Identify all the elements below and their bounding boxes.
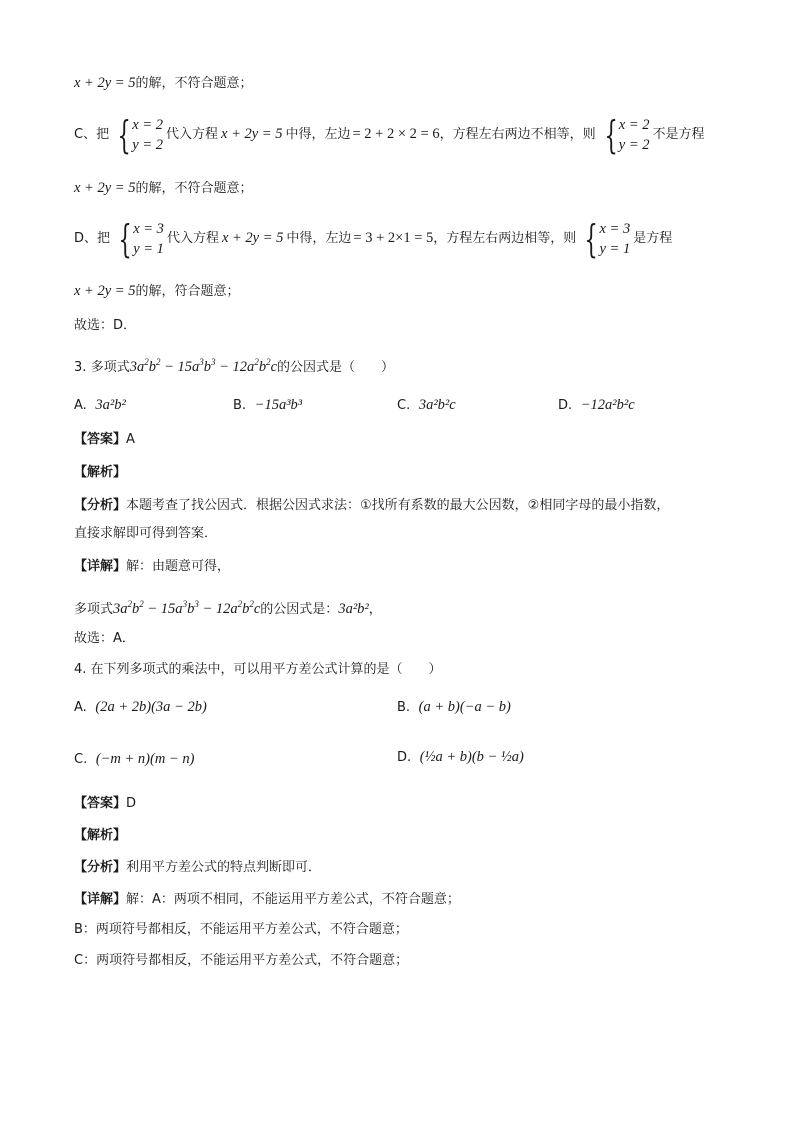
equation-system: { x = 2 y = 2	[604, 112, 650, 157]
q4-option-a: A. (2a + 2b)(3a − 2b)	[74, 699, 207, 715]
equation-system: { x = 2 y = 2	[117, 112, 163, 157]
equation-system: { x = 3 y = 1	[118, 216, 164, 261]
q3-option-a: A. 3a²b²	[74, 397, 126, 413]
q3-analysis-tag: 【解析】	[74, 465, 127, 480]
choose-line: 故选：D．	[74, 318, 137, 333]
question-4: 4. 在下列多项式的乘法中，可以用平方差公式计算的是（ ）	[74, 662, 442, 677]
text-line: x + 2y = 5的解，不符合题意；	[74, 180, 253, 196]
fraction-expression: (½a + b)(b − ½a)	[419, 749, 524, 765]
equation: x + 2y = 5	[74, 75, 136, 91]
polynomial: $3a^2b^2 - 15a^3b^3 - 12a^2b^2c$	[129, 357, 277, 375]
q3-answer: 【答案】A	[74, 432, 135, 447]
q3-xiangjie: 【详解】解：由题意可得，	[74, 559, 231, 574]
q4-analysis-tag: 【解析】	[74, 828, 127, 843]
q4-option-b: B. (a + b)(−a − b)	[397, 699, 511, 715]
q4-fenxi: 【分析】利用平方差公式的特点判断即可．	[74, 860, 322, 875]
q4-line-b: B：两项符号都相反，不能运用平方差公式，不符合题意；	[74, 922, 408, 937]
q4-line-c: C：两项符号都相反，不能运用平方差公式，不符合题意；	[74, 953, 409, 968]
q3-option-d: D. −12a²b²c	[558, 397, 635, 413]
q3-fenxi-2: 直接求解即可得到答案．	[74, 526, 218, 541]
q3-result: 多项式$3a^2b^2 - 15a^3b^3 - 12a^2b^2c$的公因式是：3a²b²，	[74, 599, 382, 617]
q3-option-c: C. 3a²b²c	[397, 397, 456, 413]
q3-fenxi: 【分析】本题考查了找公因式．根据公因式求法：①找所有系数的最大公因数，②相同字母的最小指数，	[74, 498, 670, 513]
q3-choose: 故选：A．	[74, 631, 135, 646]
text-line: x + 2y = 5的解，符合题意；	[74, 283, 240, 299]
q3-option-b: B. −15a³b³	[233, 397, 303, 413]
question-3: 3. 多项式$3a^2b^2 - 15a^3b^3 - 12a^2b^2c$的公因式是（ ）	[74, 357, 395, 375]
option-c-explanation: C、把 { x = 2 y = 2 代入方程 x + 2y = 5 中得，左边 = 2 + 2 × 2 = 6，方程左右两边不相等，则 { x = 2 y = 2 不是方程	[74, 112, 705, 157]
text-line: x + 2y = 5的解，不符合题意；	[74, 75, 253, 91]
equation-system: { x = 3 y = 1	[584, 216, 631, 261]
q4-answer: 【答案】D	[74, 796, 137, 811]
q4-option-c: C. (−m + n)(m − n)	[74, 751, 195, 767]
option-d-explanation: D、把 { x = 3 y = 1 代入方程 x + 2y = 5 中得，左边 = 3 + 2×1 = 5，方程左右两边相等，则 { x = 3 y = 1 是方程	[74, 216, 673, 261]
q4-option-d: D. (½a + b)(b − ½a)	[397, 749, 524, 765]
q4-xiangjie: 【详解】解：A：两项不相同，不能运用平方差公式，不符合题意；	[74, 892, 460, 907]
